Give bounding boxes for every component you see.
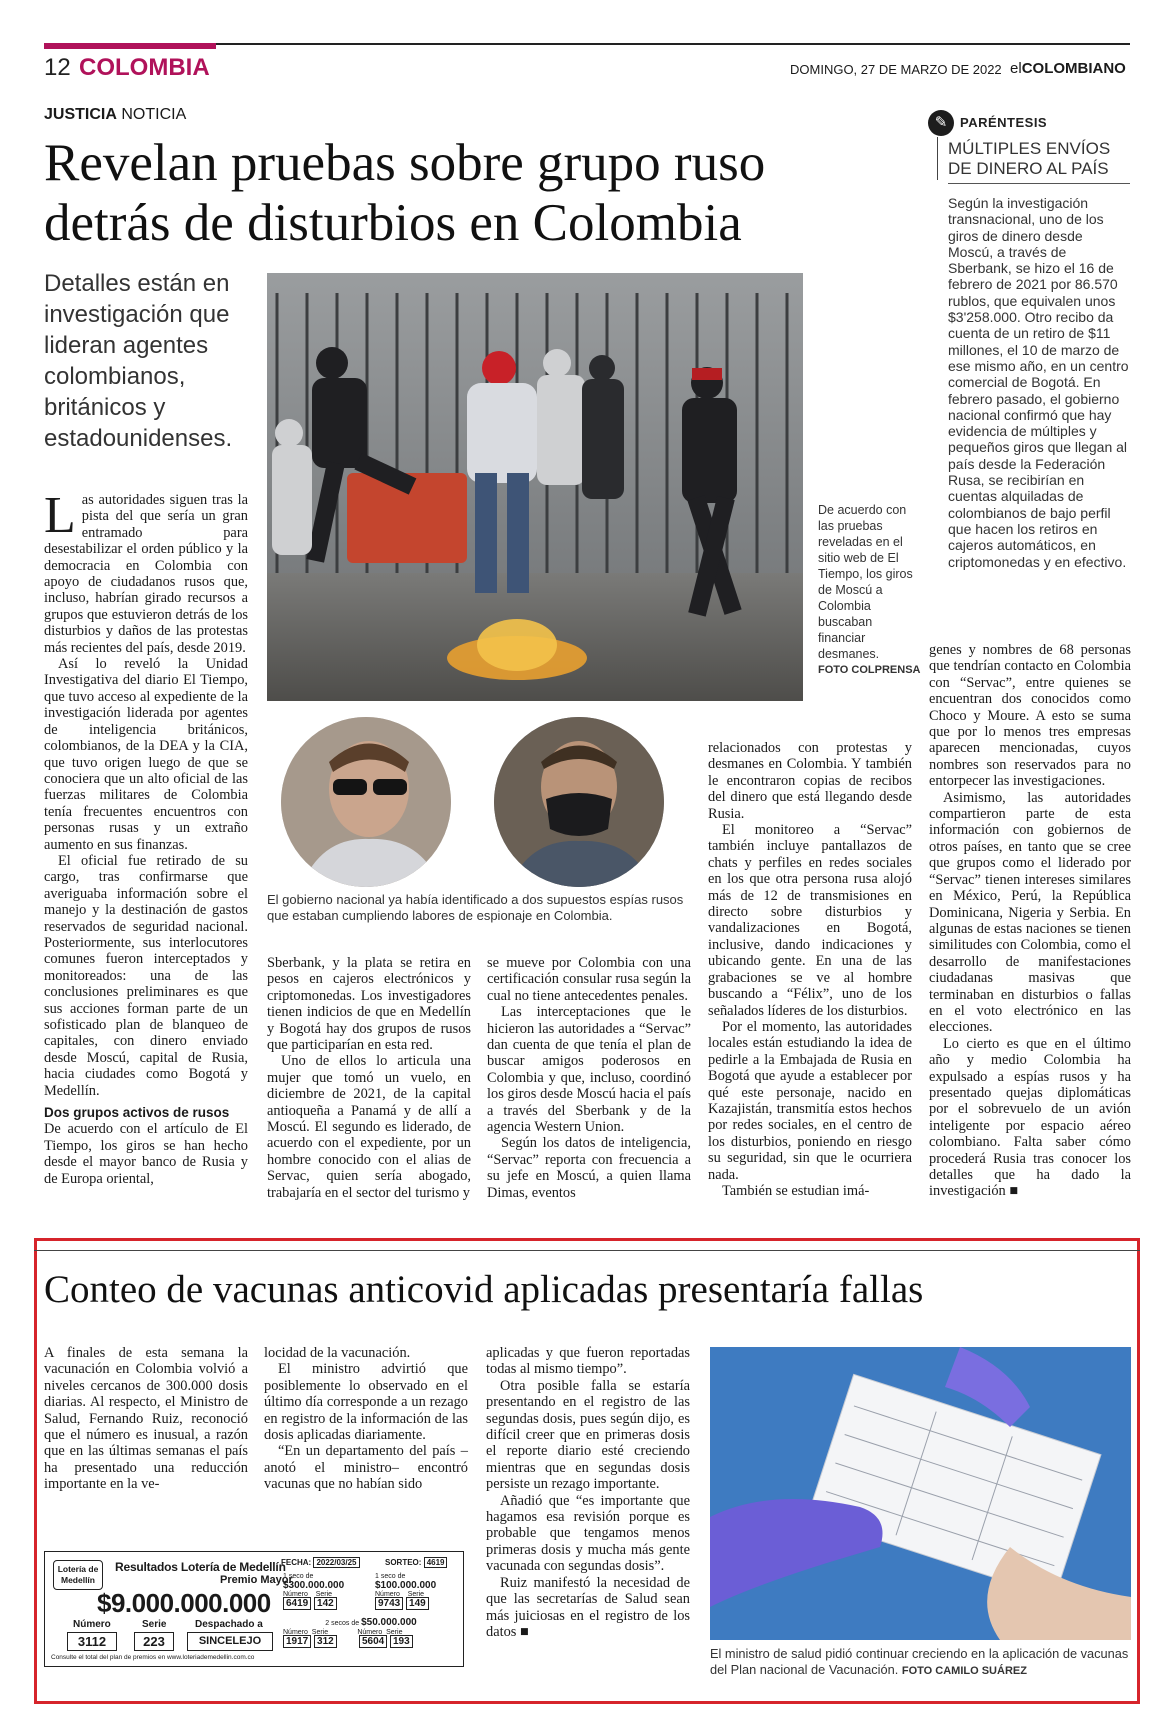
lottery-col-despachado: Despachado a <box>195 1619 263 1630</box>
prize-serie: 149 <box>406 1597 429 1610</box>
mini-numero: Número <box>283 1591 308 1598</box>
paragraph: Según los datos de inteligencia, “Servac” reporta con frecuencia a su jefe en Moscú, a quien llama Dimas, eventos <box>487 1135 691 1201</box>
prize-values <box>283 1599 363 1608</box>
prize-numero: 6419 <box>283 1597 311 1610</box>
portrait-photo-2 <box>494 717 664 887</box>
vaccine-column-2 <box>264 1345 468 1493</box>
subheading: Dos grupos activos de rusos <box>44 1105 230 1121</box>
sidebar-body: Según la investigación transnacional, uno de los giros de dinero desde Moscú, a través de Sberbank, se hizo el 16 de febrero de 2021 por 86.570 rublos, que equivalen unos $3'258.000. Otro recibo da cuenta de un retiro de $11 millones, el 10 de marzo de ese mismo año, en un centro comercial de Bogotá. En febrero pasado, el gobierno nacional confirmó que hay evidencia de múltiples y pequeños giros que llegan al país desde la Federación Rusa, se recibirían en cuentas alquiladas de colombianos de bajo perfil que hacen los retiros en cajeros automáticos, en criptomonedas y en efectivo. <box>948 195 1129 570</box>
article-column-1 <box>44 487 248 1187</box>
paragraph: El ministro advirtió que posiblemente lo observado en el último día corresponde a un rezago en registro de la información de las dosis aplicadas diariamente. <box>264 1361 468 1444</box>
prize-values <box>375 1599 455 1608</box>
paragraph: Asimismo, las autoridades compartieron parte de esta información con gobiernos de otros países, en tanto que se cree que grupos como el liderado por “Servac” tienen intereses similares en México, Perú, la República Dominicana, Nigeria y Serbia. En algunas de estas naciones se tienen similitudes con Colombia, como el desarrollo de manifestaciones ciudadanas masivas que terminaban en disturbios o fallas en el voto electrónico en las elecciones. <box>929 789 1131 1036</box>
secondary-prize-1 <box>283 1572 363 1608</box>
sidebar-label: PARÉNTESIS <box>960 115 1048 130</box>
paragraph: “En un departamento del país –anotó el ministro– encontró vacunas que no habían sido <box>264 1443 468 1493</box>
logo-line: Medellín <box>60 1575 95 1585</box>
logo-line: Lotería de <box>57 1564 99 1574</box>
prize-amount: $300.000.000 <box>283 1580 345 1591</box>
prize-values <box>283 1637 459 1646</box>
paragraph: El oficial fue retirado de su cargo, tras confirmarse que averiguaba información sobre el manejo y la destinación de gastos reservados de seguridad nacional. Posteriormente, sus interlocutores comunes fueron interceptados y monitoreados: una de las conclusiones preliminares es que sus acciones forman parte de un sofisticado plan de blanqueo de capitales, con dinero enviado desde Moscú, capital de Rusia, hacia ciudades como Bogotá y Medellín. <box>44 852 248 1099</box>
paragraph: Las interceptaciones que le hicieron las autoridades a “Servac” dan cuenta de que tenía el plan de buscar amigos poderosos en Colombia y que, incluso, coordinó los giros desde Moscú hacia el país a través del Sberbank y de la agencia Western Union. <box>487 1004 691 1136</box>
prize-amount: $100.000.000 <box>375 1580 437 1591</box>
prize-amount: $50.000.000 <box>361 1617 417 1628</box>
lottery-serie: 223 <box>134 1632 174 1651</box>
portrait-2-graphic <box>494 717 664 887</box>
portrait-photo-1 <box>281 717 451 887</box>
section-name: COLOMBIA <box>79 54 210 81</box>
drop-cap: L <box>44 487 76 544</box>
mini-serie: Serie <box>407 1591 425 1598</box>
paragraph-text: Lo cierto es que en el último año y medio Colombia ha expulsado a espías rusos y ha presentado quejas diplomáticas por el sobrevuelo de un avión inteligente por espacio aéreo colombiano. Falta saber cómo procederá Rusia tras conocer los detalles que ha dado la investigación <box>929 1035 1131 1200</box>
newspaper-brand <box>1010 60 1126 77</box>
photo-credit: FOTO COLPRENSA <box>818 664 921 676</box>
paragraph-text: Ruiz manifestó la necesidad de que las secretarías de Salud sean más juiciosas en el registro de los datos <box>486 1574 690 1640</box>
brand-prefix: el <box>1010 60 1022 77</box>
lottery-results-panel <box>44 1551 464 1667</box>
protest-photo <box>267 273 803 701</box>
paragraph <box>44 487 248 656</box>
article-deck: Detalles están en investigación que lideran agentes colombianos, británicos y estadounidenses. <box>44 270 233 452</box>
secondary-prize-3 <box>283 1618 459 1646</box>
issue-date: DOMINGO, 27 DE MARZO DE 2022 <box>790 62 1002 77</box>
vaccine-headline: Conteo de vacunas anticovid aplicadas presentaría fallas <box>44 1268 924 1311</box>
paragraph: se mueve por Colombia con una certificación consular rusa según la cual no tiene antecedentes penales. <box>487 955 691 1004</box>
lottery-despachado: SINCELEJO <box>187 1632 273 1651</box>
box-top-rule <box>34 1250 1140 1251</box>
paragraph <box>929 1036 1131 1200</box>
lottery-numero: 3112 <box>67 1632 117 1651</box>
page-number: 12 <box>44 54 71 81</box>
portraits-caption: El gobierno nacional ya había identificado a dos supuestos espías rusos que estaban cumpliendo labores de espionaje en Colombia. <box>267 892 684 923</box>
protest-photo-caption <box>818 502 922 678</box>
sidebar-pen-icon: ✎ <box>928 110 954 136</box>
paragraph: Sberbank, y la plata se retira en pesos en cajeros electrónicos y criptomonedas. Los investigadores tienen indicios de que en Medellín y Bogotá hay dos grupos de rusos que participarían en esta red. <box>267 955 471 1054</box>
lottery-sorteo <box>385 1558 447 1567</box>
paragraph: De acuerdo con el artículo de El Tiempo, los giros se han hecho desde el mayor banco de Rusia y de Europa oriental, <box>44 1121 248 1187</box>
prize-heading <box>283 1618 459 1628</box>
paragraph: Otra posible falla se estaría presentando en el registro de las segundas dosis, pues según dijo, es difícil creer que en primeras dosis el reporte diario esté creciendo mientras que en segundas dosis persiste un rezago importante. <box>486 1377 690 1493</box>
paragraph: Añadió que “es importante que hagamos esa revisión porque es probable que tengamos menos primeras dosis y mucha más gente vacunada con segundas dosis”. <box>486 1492 690 1575</box>
prize-numero: 1917 <box>283 1635 311 1648</box>
sidebar-title-rule <box>937 137 938 180</box>
prize-label: 2 secos de <box>325 1620 360 1627</box>
fecha-label: FECHA: <box>281 1558 312 1567</box>
lottery-col-numero: Número <box>73 1619 111 1630</box>
kicker-type: NOTICIA <box>116 106 187 123</box>
end-mark: ■ <box>520 1623 529 1640</box>
article-kicker <box>44 106 186 124</box>
prize-serie: 312 <box>314 1635 337 1648</box>
vaccine-column-1 <box>44 1345 248 1493</box>
paragraph-text: as autoridades siguen tras la pista del que sería un gran entramado para desestabilizar el orden público y la democracia en Colombia con apoyo de ciudadanos rusos que, incluso, habrían girado recursos a grupos que estuvieron detrás de los disturbios y daños de las protestas más recientes del país, desde 2019. <box>44 492 248 656</box>
fecha-value: 2022/03/25 <box>313 1557 359 1568</box>
lottery-col-serie: Serie <box>142 1619 167 1630</box>
photo-caption-text: De acuerdo con las pruebas reveladas en el sitio web de El Tiempo, los giros de Moscú a Colombia buscaban financiar desmanes. <box>818 503 913 661</box>
kicker-category: JUSTICIA <box>44 106 117 123</box>
protest-photo-graphic <box>267 273 803 701</box>
mini-numero: Número <box>375 1591 400 1598</box>
portrait-1-graphic <box>281 717 451 887</box>
article-column-2 <box>267 955 471 1201</box>
paragraph: genes y nombres de 68 personas que tendrían contacto en Colombia con “Servac”, entre quienes se encuentran dos conocidos como Choco y Moure. A esto se suma que por lo menos tres empresas aparecen mencionadas, cuyos nombres son reservados para no entorpecer las investigaciones. <box>929 642 1131 790</box>
paragraph: También se estudian imá- <box>722 1182 870 1199</box>
mini-serie: Serie <box>315 1591 333 1598</box>
article-column-5 <box>929 642 1131 1200</box>
section-accent-bar <box>44 43 216 49</box>
paragraph: Uno de ellos lo articula una mujer que tomó un vuelo, en diciembre de 2021, de la capital antioqueña a Panamá y de allí a Moscú. El segundo es liderado, de acuerdo con el expediente, por un hombre conocido con el alias de Servac, quien sería abogado, trabajaría en el sector del turismo y <box>267 1053 471 1201</box>
lottery-subtitle: Premio Mayor <box>220 1574 293 1586</box>
vaccine-photo-caption <box>710 1646 1131 1679</box>
prize-serie: 193 <box>390 1635 413 1648</box>
secondary-prize-2 <box>375 1572 455 1608</box>
paragraph: Por el momento, las autoridades locales están estudiando la idea de pedirle a la Embajada de Rusia en Bogotá que ayude a establecer por qué este personaje, nacido en Kazajistán, transmitía estos hechos por redes sociales, en el centro de los disturbios, poniendo en riesgo su seguridad, sin que le ocurriera nada. <box>708 1018 912 1183</box>
end-mark: ■ <box>1009 1183 1019 1200</box>
vaccine-photo-credit: FOTO CAMILO SUÁREZ <box>901 1665 1027 1677</box>
lottery-jackpot: $9.000.000.000 <box>97 1588 271 1618</box>
brand-name: COLOMBIANO <box>1021 60 1126 77</box>
prize-label: 1 seco de <box>375 1573 406 1580</box>
prize-serie: 142 <box>314 1597 337 1610</box>
article-headline: Revelan pruebas sobre grupo ruso detrás de disturbios en Colombia <box>44 134 766 252</box>
lottery-title: Resultados Lotería de Medellín <box>115 1560 286 1574</box>
mini-serie: Serie <box>386 1629 403 1636</box>
mini-numero: Número <box>283 1629 308 1636</box>
lottery-fecha <box>281 1558 360 1567</box>
vaccine-photo-graphic <box>710 1347 1131 1640</box>
paragraph: A finales de esta semana la vacunación en Colombia volvió a niveles cercanos de 300.000 dosis diarias. Al respecto, el Ministro de Salud, Fernando Ruiz, reconoció que el número es inusual, a razón que en las últimas semanas el país ha presentado una reducción importante en la ve- <box>44 1345 248 1493</box>
sorteo-label: SORTEO: <box>385 1558 422 1567</box>
paragraph: El monitoreo a “Servac” también incluye pantallazos de chats y perfiles en redes sociales en los que otra persona rusa alojó más de 12 de transmisiones en directo sobre disturbios y vandalizaciones en Bogotá, inclusive, dando indicaciones y ubicando gente. En una de las grabaciones se ve al hombre buscando a “Félix”, uno de los señalados líderes de los disturbios. <box>708 822 912 1019</box>
mini-numero: Número <box>357 1629 383 1636</box>
vaccine-photo <box>710 1347 1131 1640</box>
paragraph: aplicadas y que fueron reportadas todas al mismo tiempo”. <box>486 1345 690 1378</box>
mini-serie: Serie <box>311 1629 329 1636</box>
lottery-logo <box>53 1560 103 1590</box>
sidebar-title-underline <box>948 183 1130 184</box>
paragraph: relacionados con protestas y desmanes en Colombia. Y también le encontraron copias de recibos del dinero que está llegando desde Rusia. <box>708 740 912 822</box>
paragraph: locidad de la vacunación. <box>264 1345 411 1361</box>
article-column-4 <box>708 740 912 1199</box>
lottery-footer: Consulte el total del plan de premios en www.loteriademedellin.com.co <box>51 1654 255 1661</box>
paragraph <box>486 1575 690 1641</box>
vaccine-column-3 <box>486 1345 690 1640</box>
prize-numero: 5604 <box>359 1635 387 1648</box>
prize-numero: 9743 <box>375 1597 403 1610</box>
vaccine-caption-text: El ministro de salud pidió continuar creciendo en la aplicación de vacunas del Plan nacional de Vacunación. <box>710 1646 1129 1677</box>
paragraph: Así lo reveló la Unidad Investigativa del diario El Tiempo, que tuvo acceso al expediente de la investigación liderada por agentes de inteligencia británicos, colombianos, de la DEA y la CIA, que tuvo origen luego de que se conociera que un alto oficial de las fuerzas militares de Colombia tenía frecuentes encuentros con personas rusas y un extraño aumento en sus finanzas. <box>44 656 248 853</box>
sidebar-title: MÚLTIPLES ENVÍOS DE DINERO AL PAÍS <box>948 139 1111 178</box>
prize-label: 1 seco de <box>283 1573 314 1580</box>
sorteo-value: 4619 <box>424 1557 448 1568</box>
article-column-3 <box>487 955 691 1201</box>
